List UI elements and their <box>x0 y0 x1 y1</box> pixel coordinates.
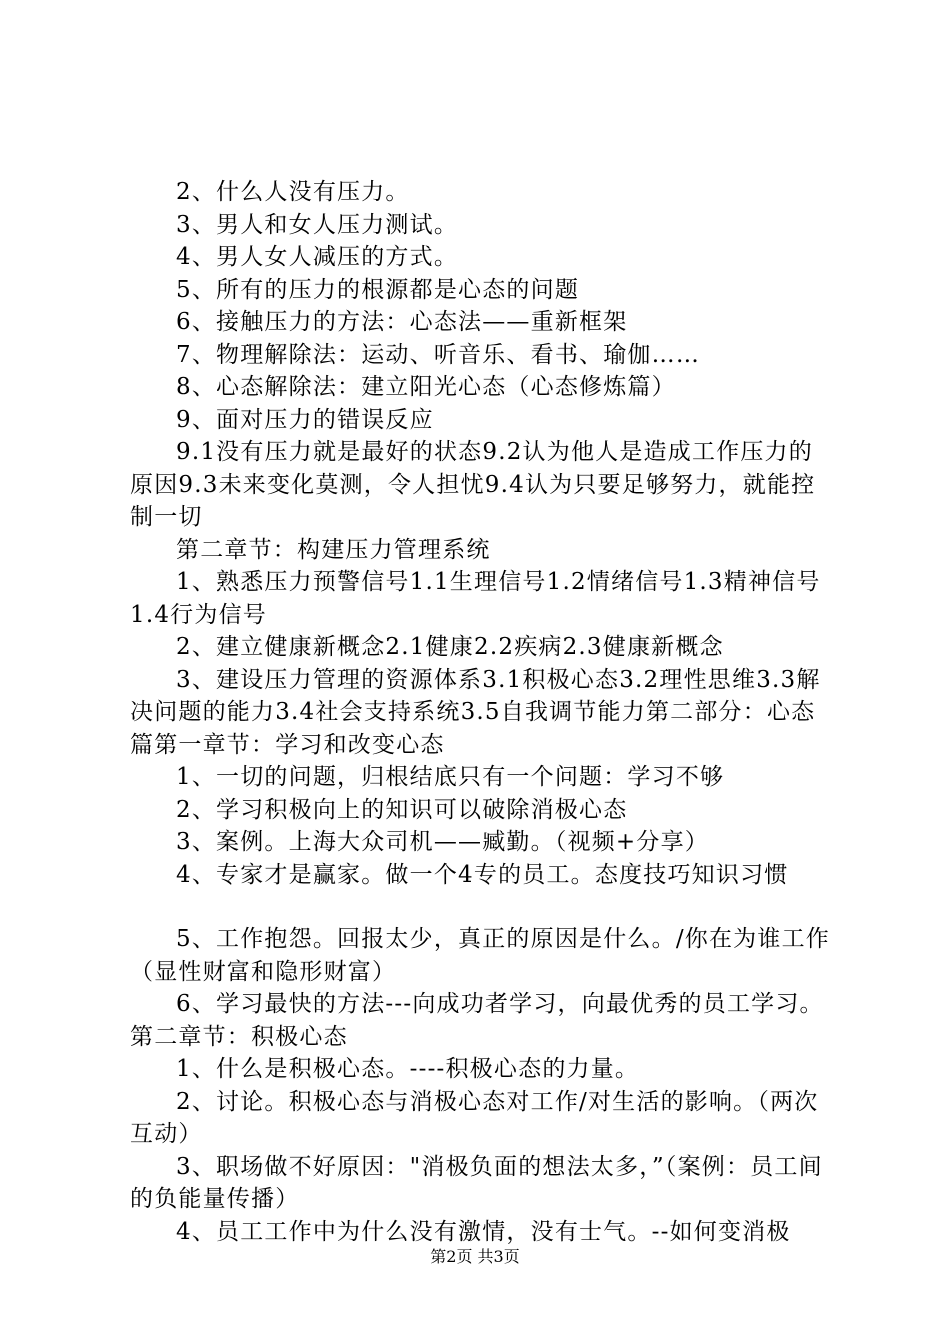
paragraph: 9、面对压力的错误反应 <box>176 406 434 433</box>
section-heading: 第二章节：构建压力管理系统 <box>176 536 491 563</box>
paragraph: 8、心态解除法：建立阳光心态（心态修炼篇） <box>176 374 676 400</box>
paragraph: 1、一切的问题，归根结底只有一个问题：学习不够 <box>176 764 725 790</box>
paragraph: 2、讨论。积极心态与消极心态对工作/对生活的影响。（两次互动） <box>130 1088 819 1147</box>
paragraph: 1、熟悉压力预警信号1.1生理信号1.2情绪信号1.3精神信号1.4行为信号 <box>130 569 821 628</box>
paragraph: 5、工作抱怨。回报太少，真正的原因是什么。/你在为谁工作（显性财富和隐形财富） <box>130 926 830 985</box>
paragraph: 2、什么人没有压力。 <box>176 179 410 205</box>
paragraph: 1、什么是积极心态。----积极心态的力量。 <box>176 1056 640 1082</box>
paragraph: 4、男人女人减压的方式。 <box>176 244 459 270</box>
paragraph: 9.1没有压力就是最好的状态9.2认为他人是造成工作压力的原因9.3未来变化莫测，令人担忧9.4认为只要足够努力，就能控制一切 <box>130 439 816 530</box>
paragraph: 2、学习积极向上的知识可以破除消极心态 <box>176 796 628 823</box>
page-footer: 第2页 共3页 <box>430 1247 520 1266</box>
paragraph: 4、专家才是赢家。做一个4专的员工。态度技巧知识习惯 <box>176 861 789 888</box>
paragraph: 3、案例。上海大众司机——臧勤。（视频+分享） <box>176 829 710 855</box>
paragraph: 6、接触压力的方法：心态法——重新框架 <box>176 309 628 335</box>
paragraph: 3、建设压力管理的资源体系3.1积极心态3.2理性思维3.3解决问题的能力3.4社会支持系统3.5自我调节能力第二部分：心态篇第一章节：学习和改变心态 <box>130 666 821 758</box>
paragraph: 2、建立健康新概念2.1健康2.2疾病2.3健康新概念 <box>176 634 724 660</box>
document-body <box>130 176 830 1248</box>
paragraph: 4、员工工作中为什么没有激情，没有士气。--如何变消极 <box>176 1218 791 1245</box>
paragraph: 6、学习最快的方法---向成功者学习，向最优秀的员工学习。第二章节：积极心态 <box>130 991 824 1050</box>
paragraph: 5、所有的压力的根源都是心态的问题 <box>176 276 580 303</box>
blank-line <box>130 891 830 923</box>
paragraph: 3、职场做不好原因："消极负面的想法太多，”（案例：员工间的负能量传播） <box>130 1153 823 1212</box>
paragraph: 3、男人和女人压力测试。 <box>176 211 459 238</box>
paragraph: 7、物理解除法：运动、听音乐、看书、瑜伽…… <box>176 341 701 368</box>
